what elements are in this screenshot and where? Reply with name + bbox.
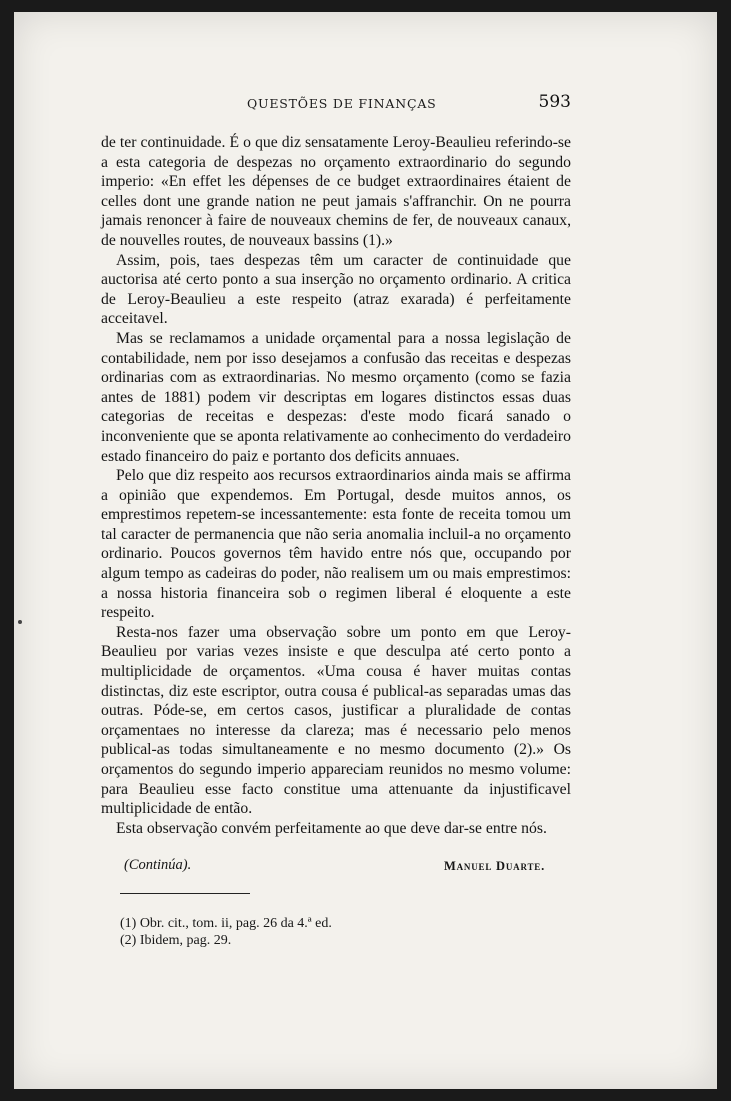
author-signature: Manuel Duarte. — [444, 859, 545, 873]
footnote-1: (1) Obr. cit., tom. ii, pag. 26 da 4.ª ed. — [120, 916, 332, 931]
paragraph-6: Esta observação convém perfeitamente ao que deve dar-se entre nós. — [116, 819, 547, 837]
paragraph-4: Pelo que diz respeito aos recursos extraordinarios ainda mais se affirma a opinião que expendemos. Em Portugal, desde muitos annos, os emprestimos repetem-se incessantemente: esta fonte de receita tomou um tal caracter de permanencia que não seria anomalia incluil-a no orçamento ordinario. Poucos governos têm havido entre nós que, occupando por algum tempo as cadeiras do poder, não realisem um ou mais emprestimos: a nossa historia financeira sob o regimen liberal é eloquente a este respeito. — [101, 467, 571, 622]
margin-mark — [18, 620, 22, 624]
running-title: QUESTÕES DE FINANÇAS — [247, 96, 437, 111]
footnote-2: (2) Ibidem, pag. 29. — [120, 933, 232, 948]
page-number: 593 — [538, 92, 571, 112]
paragraph-2: Assim, pois, taes despezas têm um caracter de continuidade que auctorisa até certo ponto a sua inserção no orçamento ordinario. A critica de Leroy-Beaulieu a este respeito (atraz exarada) é perfeitamente acceitavel. — [101, 251, 571, 328]
paragraph-5: Resta-nos fazer uma observação sobre um ponto em que Leroy-Beaulieu por varias vezes insiste e que desculpa até certo ponto a multiplicidade de orçamentos. «Uma cousa é haver muitas contas distinctas, diz este escriptor, outra cousa é publical-as separadas umas das outras. Póde-se, em certos casos, justificar a pluralidade de contas orçamentaes no interesse da clareza; mas é necessario pelo menos publical-as todas simultaneamente e no mesmo documento (2).» Os orçamentos do segundo imperio appareciam reunidos no mesmo volume: para Beaulieu esse facto constitue uma attenuante da injustificavel multiplicidade de então. — [101, 623, 571, 818]
paragraph-3: Mas se reclamamos a unidade orçamental para a nossa legislação de contabilidade, nem por isso desejamos a confusão das receitas e despezas ordinarias com as extraordinarias. No mesmo orçamento (como se fazia antes de 1881) podem vir descriptas em logares distinctos essas duas categorias de receitas e despezas: d'este modo ficará sanado o inconveniente que se aponta relativamente ao conhecimento do verdadeiro estado financeiro do paiz e portanto dos deficits annuaes. — [101, 329, 571, 465]
continua-note: (Continúa). — [124, 857, 192, 873]
paragraph-1: de ter continuidade. É o que diz sensatamente Leroy-Beaulieu referindo-se a esta categoria de despezas no orçamento extraordinario do segundo imperio: «En effet les dépenses de ce budget extraordinaires étaient de celles dont une grande nation ne peut jamais s'affranchir. On ne pourra jamais renoncer à faire de nouveaux chemins de fer, de nouveaux canaux, de nouvelles routes, de nouveaux bassins (1).» — [101, 134, 571, 249]
body-text — [101, 133, 571, 838]
signature-row — [118, 857, 545, 879]
page-header — [231, 92, 571, 116]
footnotes — [120, 915, 550, 949]
footnote-divider — [120, 893, 250, 894]
